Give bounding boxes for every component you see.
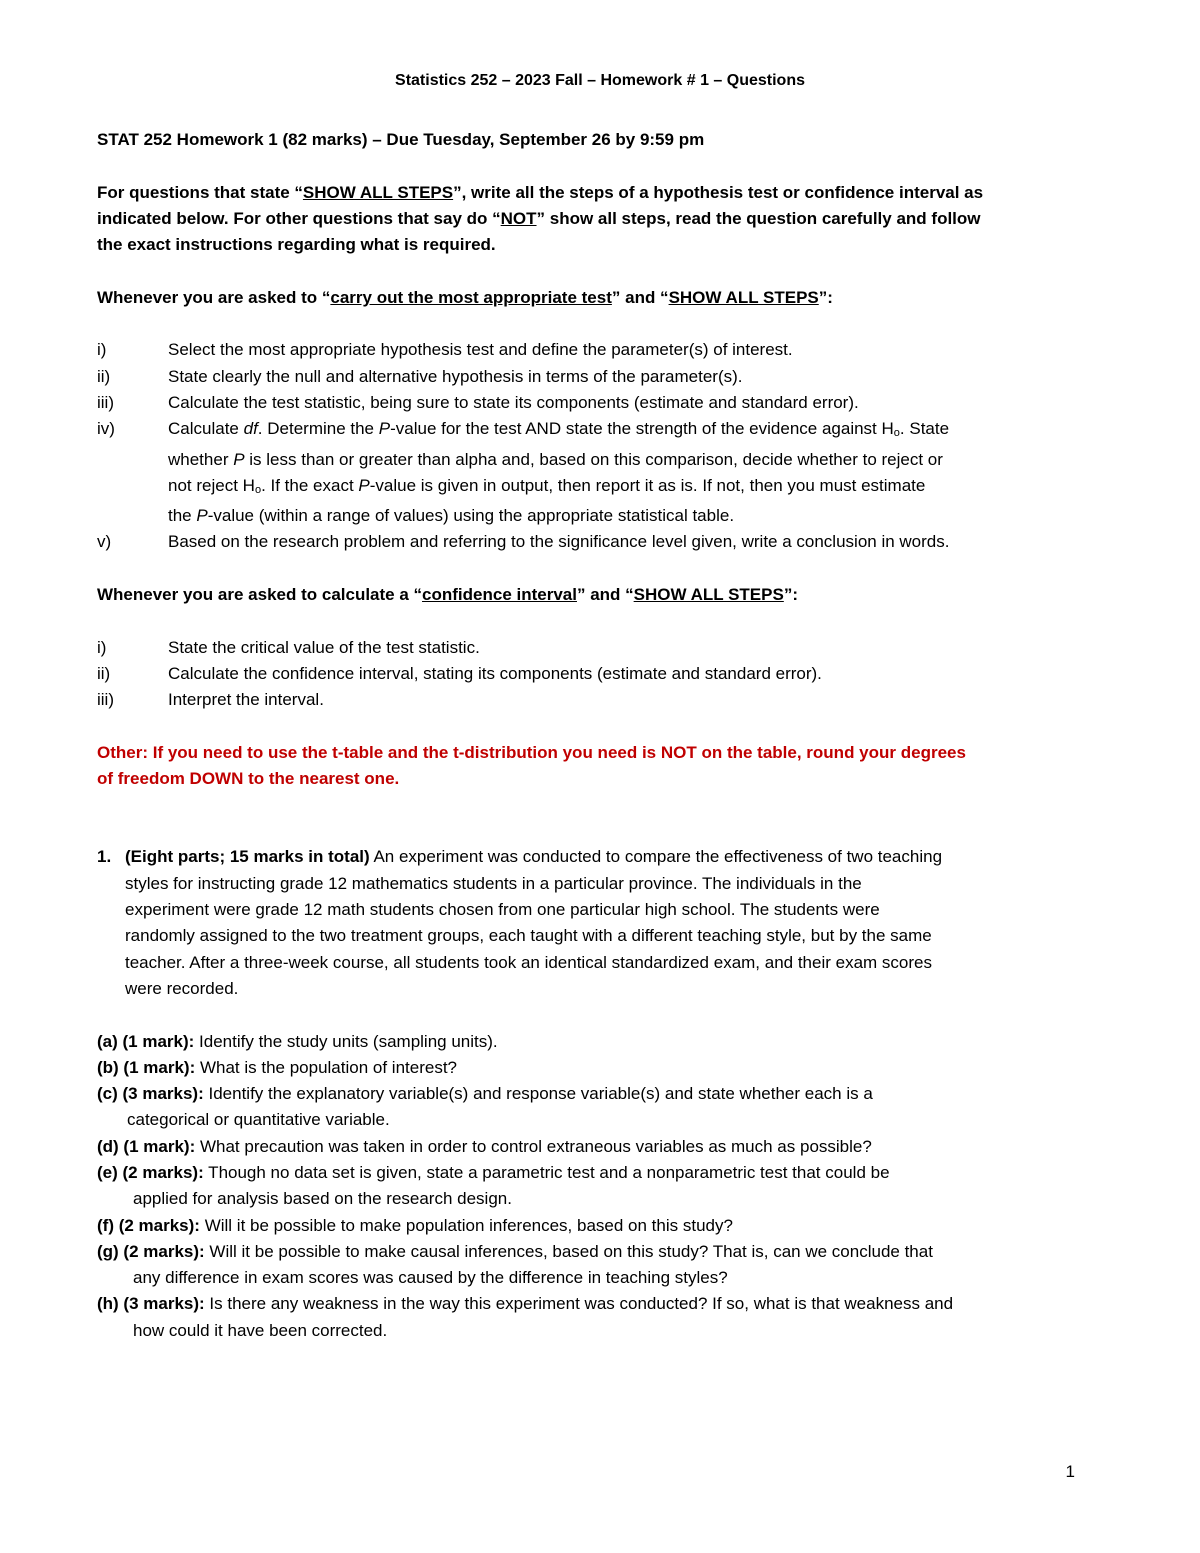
heading-text: ”: bbox=[818, 287, 833, 307]
question-part-b bbox=[97, 1055, 1097, 1081]
heading-emphasis: SHOW ALL STEPS bbox=[633, 585, 784, 605]
part-label: (e) (2 marks): bbox=[97, 1162, 204, 1182]
question-lead: (Eight parts; 15 marks in total) bbox=[125, 847, 370, 867]
step-text: Select the most appropriate hypothesis test and define the parameter(s) of interest. bbox=[168, 340, 793, 360]
part-text: Will it be possible to make causal inferences, based on this study? That is, can we conclude that bbox=[204, 1241, 933, 1261]
step-number: i) bbox=[97, 340, 107, 360]
part-text: how could it have been corrected. bbox=[133, 1320, 388, 1340]
step-text-italic: P bbox=[233, 449, 245, 469]
intro-emphasis: NOT bbox=[500, 208, 537, 228]
part-label: (d) (1 mark): bbox=[97, 1136, 196, 1156]
step-text-run: is less than or greater than alpha and, based on this comparison, decide whether to reject or bbox=[244, 449, 943, 469]
question-line: experiment were grade 12 math students chosen from one particular high school. The students were bbox=[125, 900, 880, 920]
question-line: styles for instructing grade 12 mathematics students in a particular province. The individuals in the bbox=[125, 873, 862, 893]
document-body bbox=[97, 127, 1097, 1344]
heading-text: Whenever you are asked to “ bbox=[97, 287, 331, 307]
question-text bbox=[125, 844, 1085, 1002]
part-text: Is there any weakness in the way this experiment was conducted? If so, what is that weakness and bbox=[204, 1294, 954, 1314]
heading-text: Whenever you are asked to calculate a “ bbox=[97, 585, 423, 605]
part-label: (f) (2 marks): bbox=[97, 1215, 200, 1235]
list-item bbox=[97, 390, 1097, 416]
step-text bbox=[168, 416, 1097, 529]
step-text: Based on the research problem and referring to the significance level given, write a conclusion in words. bbox=[168, 532, 950, 552]
question-part-a bbox=[97, 1029, 1097, 1055]
list-item bbox=[97, 635, 1097, 661]
step-text: Calculate the test statistic, being sure to state its components (estimate and standard error). bbox=[168, 392, 859, 412]
part-label: (h) (3 marks): bbox=[97, 1294, 205, 1314]
part-text: Will it be possible to make population inferences, based on this study? bbox=[199, 1215, 733, 1235]
list-item bbox=[97, 529, 1097, 555]
step-number: ii) bbox=[97, 366, 111, 386]
list-item bbox=[97, 416, 1097, 529]
question-part-h bbox=[97, 1291, 1097, 1344]
question-number: 1. bbox=[97, 847, 112, 867]
question-1 bbox=[97, 844, 1097, 1002]
step-text-run: -value for the test AND state the strength of the evidence against H bbox=[390, 419, 894, 439]
part-label: (a) (1 mark): bbox=[97, 1031, 195, 1051]
intro-text: the exact instructions regarding what is required. bbox=[97, 235, 496, 255]
part-text: any difference in exam scores was caused by the difference in teaching styles? bbox=[133, 1268, 728, 1288]
part-text: categorical or quantitative variable. bbox=[127, 1110, 390, 1130]
question-part-d bbox=[97, 1134, 1097, 1160]
list-item bbox=[97, 687, 1097, 713]
step-text-italic: P bbox=[196, 506, 208, 526]
ci-section-heading bbox=[97, 582, 1097, 608]
step-text-run: . Determine the bbox=[257, 419, 379, 439]
step-text: State the critical value of the test statistic. bbox=[168, 637, 480, 657]
step-text-run: Calculate bbox=[168, 419, 244, 439]
step-text-italic: P bbox=[378, 419, 391, 439]
intro-text: ” show all steps, read the question carefully and follow bbox=[536, 208, 981, 228]
list-item bbox=[97, 364, 1097, 390]
step-text-run: whether bbox=[168, 449, 234, 469]
step-text-run: . If the exact bbox=[261, 475, 359, 495]
list-item bbox=[97, 337, 1097, 363]
step-text-run: . State bbox=[899, 419, 950, 439]
part-text: applied for analysis based on the research design. bbox=[133, 1189, 512, 1209]
intro-paragraph bbox=[97, 180, 1097, 259]
step-subscript: o bbox=[254, 483, 262, 496]
intro-text: ”, write all the steps of a hypothesis test or confidence interval as bbox=[453, 182, 984, 202]
test-section-heading bbox=[97, 285, 1097, 311]
question-line: randomly assigned to the two treatment groups, each taught with a different teaching style, but by the same bbox=[125, 926, 932, 946]
part-text: Identify the study units (sampling units). bbox=[194, 1031, 498, 1051]
heading-text: ” and “ bbox=[576, 585, 634, 605]
question-part-f bbox=[97, 1213, 1097, 1239]
page-header: Statistics 252 – 2023 Fall – Homework # 1 – Questions bbox=[395, 72, 805, 89]
step-number: ii) bbox=[97, 663, 111, 683]
intro-emphasis: SHOW ALL STEPS bbox=[302, 182, 454, 202]
part-text: What precaution was taken in order to control extraneous variables as much as possible? bbox=[195, 1136, 872, 1156]
question-line: An experiment was conducted to compare the effectiveness of two teaching bbox=[369, 847, 943, 867]
heading-emphasis: SHOW ALL STEPS bbox=[668, 287, 819, 307]
heading-text: ”: bbox=[783, 585, 798, 605]
intro-text: For questions that state “ bbox=[97, 182, 303, 202]
step-number: iii) bbox=[97, 392, 114, 412]
step-text: Calculate the confidence interval, stating its components (estimate and standard error). bbox=[168, 663, 822, 683]
intro-text: indicated below. For other questions that say do “ bbox=[97, 208, 501, 228]
list-item bbox=[97, 661, 1097, 687]
part-text: What is the population of interest? bbox=[195, 1057, 457, 1077]
heading-emphasis: carry out the most appropriate test bbox=[330, 287, 612, 307]
part-label: (b) (1 mark): bbox=[97, 1057, 196, 1077]
step-text: State clearly the null and alternative hypothesis in terms of the parameter(s). bbox=[168, 366, 743, 386]
step-text-run: -value (within a range of values) using the appropriate statistical table. bbox=[207, 506, 735, 526]
part-label: (c) (3 marks): bbox=[97, 1084, 204, 1104]
note-text: Other: If you need to use the t-table and the t-distribution you need is NOT on the table, round your degrees bbox=[97, 742, 966, 762]
step-text-italic: P bbox=[358, 475, 370, 495]
note-text: of freedom DOWN to the nearest one. bbox=[97, 769, 400, 789]
question-part-g bbox=[97, 1239, 1097, 1292]
step-text: Interpret the interval. bbox=[168, 690, 324, 710]
step-number: iv) bbox=[97, 419, 115, 439]
question-line: were recorded. bbox=[125, 978, 239, 998]
part-text: Identify the explanatory variable(s) and response variable(s) and state whether each is a bbox=[203, 1084, 873, 1104]
question-part-e bbox=[97, 1160, 1097, 1213]
heading-text: ” and “ bbox=[611, 287, 669, 307]
step-text-run: the bbox=[168, 506, 197, 526]
step-number: v) bbox=[97, 532, 112, 552]
part-text: Though no data set is given, state a parametric test and a nonparametric test that could be bbox=[203, 1162, 890, 1182]
step-subscript: o bbox=[893, 427, 900, 440]
part-label: (g) (2 marks): bbox=[97, 1241, 205, 1261]
heading-emphasis: confidence interval bbox=[422, 585, 577, 605]
page-number: 1 bbox=[1065, 1462, 1075, 1481]
homework-title: STAT 252 Homework 1 (82 marks) – Due Tuesday, September 26 by 9:59 pm bbox=[97, 130, 705, 149]
other-note bbox=[97, 740, 1097, 793]
step-text-run: -value is given in output, then report it as is. If not, then you must estimate bbox=[369, 475, 926, 495]
step-text-italic: df bbox=[243, 419, 258, 439]
step-number: iii) bbox=[97, 690, 114, 710]
step-text-run: not reject H bbox=[168, 475, 255, 495]
step-number: i) bbox=[97, 637, 107, 657]
question-line: teacher. After a three-week course, all students took an identical standardized exam, and their exam scores bbox=[125, 952, 932, 972]
question-part-c bbox=[97, 1081, 1097, 1134]
